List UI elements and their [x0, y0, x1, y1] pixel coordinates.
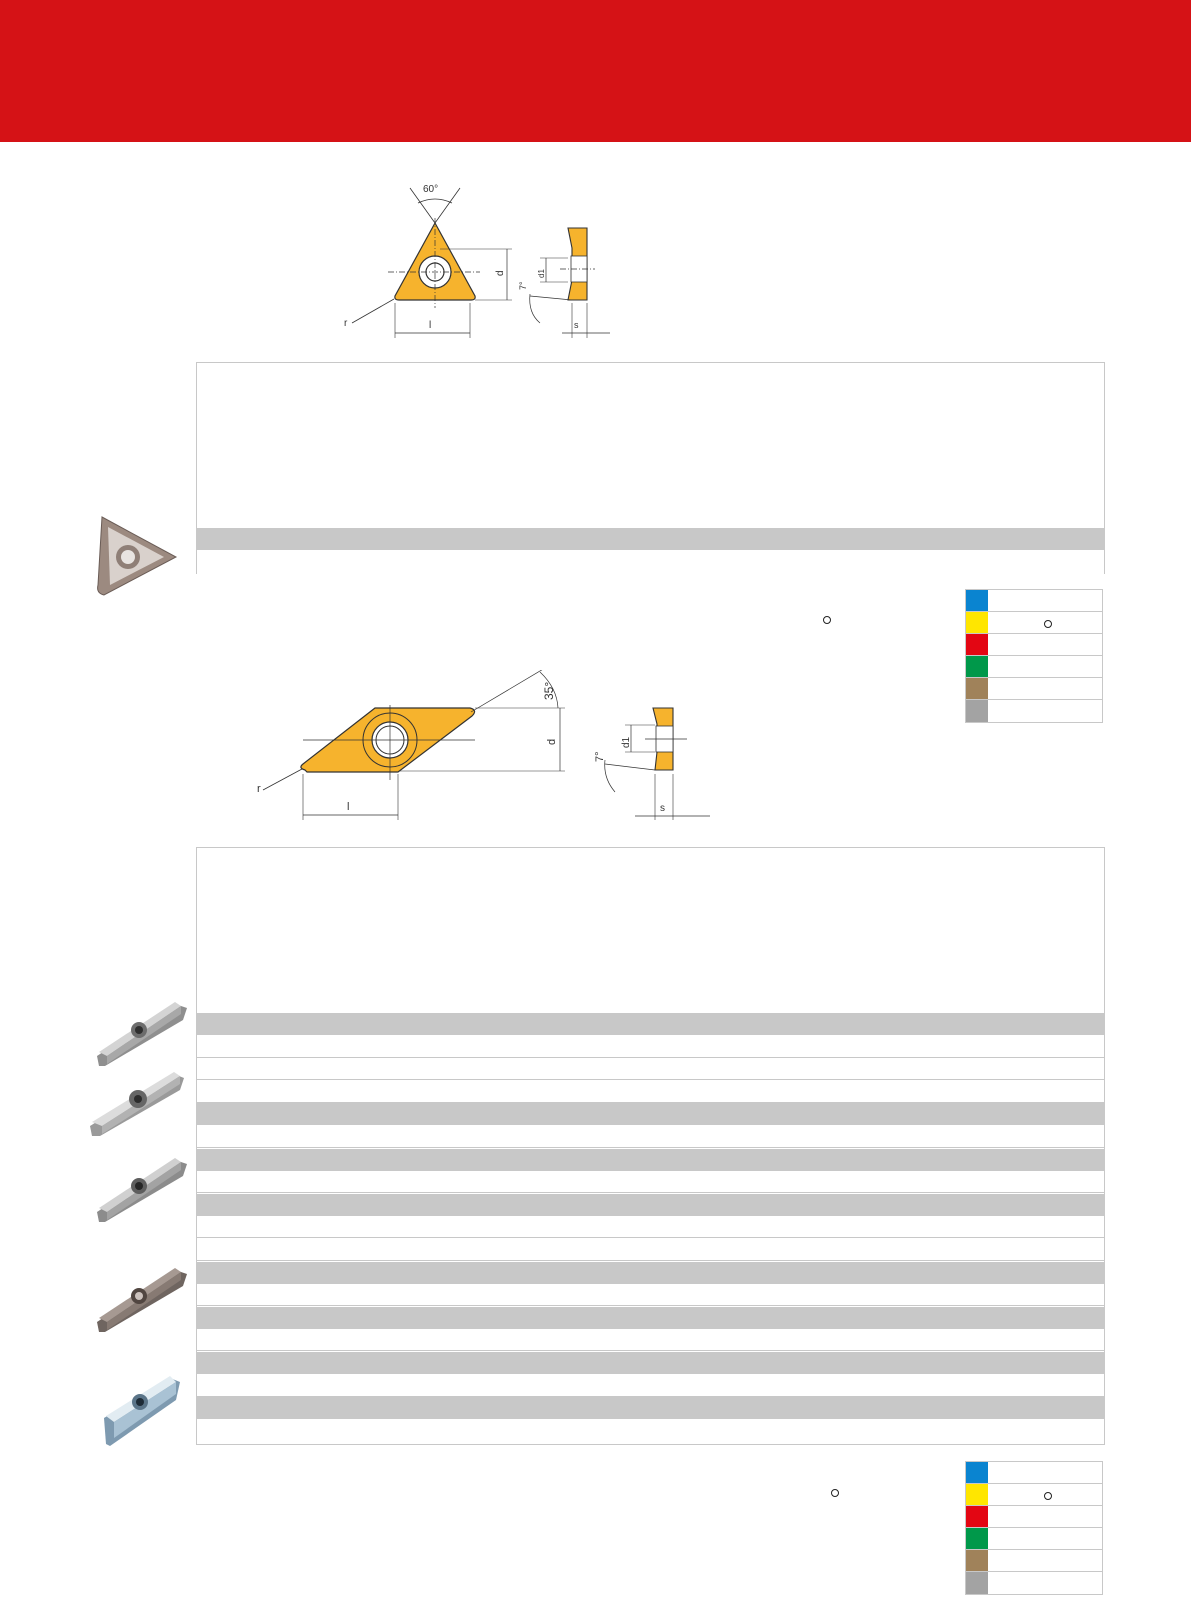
table-row	[197, 550, 1104, 574]
legend-row	[966, 678, 1102, 700]
table-row	[197, 1013, 1104, 1035]
table-row	[197, 1081, 1104, 1103]
table-row	[197, 1194, 1104, 1216]
triangle-side-view	[518, 228, 610, 338]
swatch-brown	[966, 678, 988, 699]
legend-row	[966, 1506, 1102, 1528]
swatch-grey	[966, 1572, 988, 1594]
rhombic-insert-image-1	[95, 1000, 187, 1070]
swatch-red	[966, 1506, 988, 1527]
triangle-top-view	[344, 184, 512, 338]
length-label: l	[429, 320, 432, 331]
table-row	[197, 1103, 1104, 1125]
rhombic-data-panel	[196, 847, 1105, 1445]
clearance-label: 7°	[518, 281, 528, 290]
marked-circle	[1044, 1492, 1052, 1500]
swatch-blue	[966, 1462, 988, 1483]
table-row	[197, 1058, 1104, 1080]
clearance-label: 7°	[594, 751, 606, 762]
table-row	[197, 1307, 1104, 1329]
table-row	[197, 1397, 1104, 1419]
table-row	[197, 1352, 1104, 1374]
table-row	[197, 1262, 1104, 1284]
height-label: d	[546, 738, 558, 745]
legend-row	[966, 612, 1102, 634]
rhombic-insert-image-2	[88, 1068, 188, 1140]
swatch-blue	[966, 590, 988, 611]
legend-row	[966, 1462, 1102, 1484]
swatch-yellow	[966, 612, 988, 633]
legend-table-2	[965, 1461, 1103, 1595]
marked-circle	[823, 616, 831, 624]
table-row	[197, 1036, 1104, 1058]
height-label: d	[495, 270, 506, 276]
rhombus-top-view	[257, 670, 565, 820]
legend-table-1	[965, 589, 1103, 723]
rhombic-insert-image-3	[95, 1156, 187, 1226]
legend-row	[966, 1572, 1102, 1594]
angle-label: 60°	[423, 184, 439, 195]
triangular-insert-image	[88, 515, 180, 597]
marked-circle	[1044, 620, 1052, 628]
table-row	[197, 528, 1104, 550]
table-row	[197, 1216, 1104, 1238]
radius-label: r	[257, 783, 261, 795]
triangular-insert-drawing	[340, 178, 630, 343]
swatch-green	[966, 656, 988, 677]
rhombic-insert-image-5	[100, 1376, 182, 1448]
table-row	[197, 1375, 1104, 1397]
marked-circle	[831, 1489, 839, 1497]
rhombus-side-view	[594, 708, 710, 820]
length-label: l	[347, 801, 350, 813]
table-row	[197, 1284, 1104, 1306]
legend-row	[966, 700, 1102, 722]
swatch-brown	[966, 1550, 988, 1571]
table-row	[197, 1149, 1104, 1171]
header-banner	[0, 0, 1191, 142]
rhombic-insert-drawing	[255, 670, 715, 830]
table-row	[197, 1329, 1104, 1351]
table-row	[197, 1126, 1104, 1148]
swatch-green	[966, 1528, 988, 1549]
swatch-grey	[966, 700, 988, 722]
legend-row	[966, 1484, 1102, 1506]
table-row	[197, 1171, 1104, 1193]
radius-label: r	[344, 318, 348, 329]
thickness-label: s	[660, 803, 665, 814]
legend-row	[966, 634, 1102, 656]
legend-row	[966, 656, 1102, 678]
swatch-red	[966, 634, 988, 655]
rhombic-insert-image-4	[95, 1266, 187, 1336]
swatch-yellow	[966, 1484, 988, 1505]
hole-label: d1	[537, 269, 546, 278]
legend-row	[966, 1528, 1102, 1550]
legend-row	[966, 590, 1102, 612]
thickness-label: s	[574, 320, 579, 330]
legend-row	[966, 1550, 1102, 1572]
hole-label: d1	[621, 736, 632, 748]
table-row	[197, 1239, 1104, 1261]
angle-label: 35°	[542, 681, 556, 700]
triangular-data-panel	[196, 362, 1105, 574]
